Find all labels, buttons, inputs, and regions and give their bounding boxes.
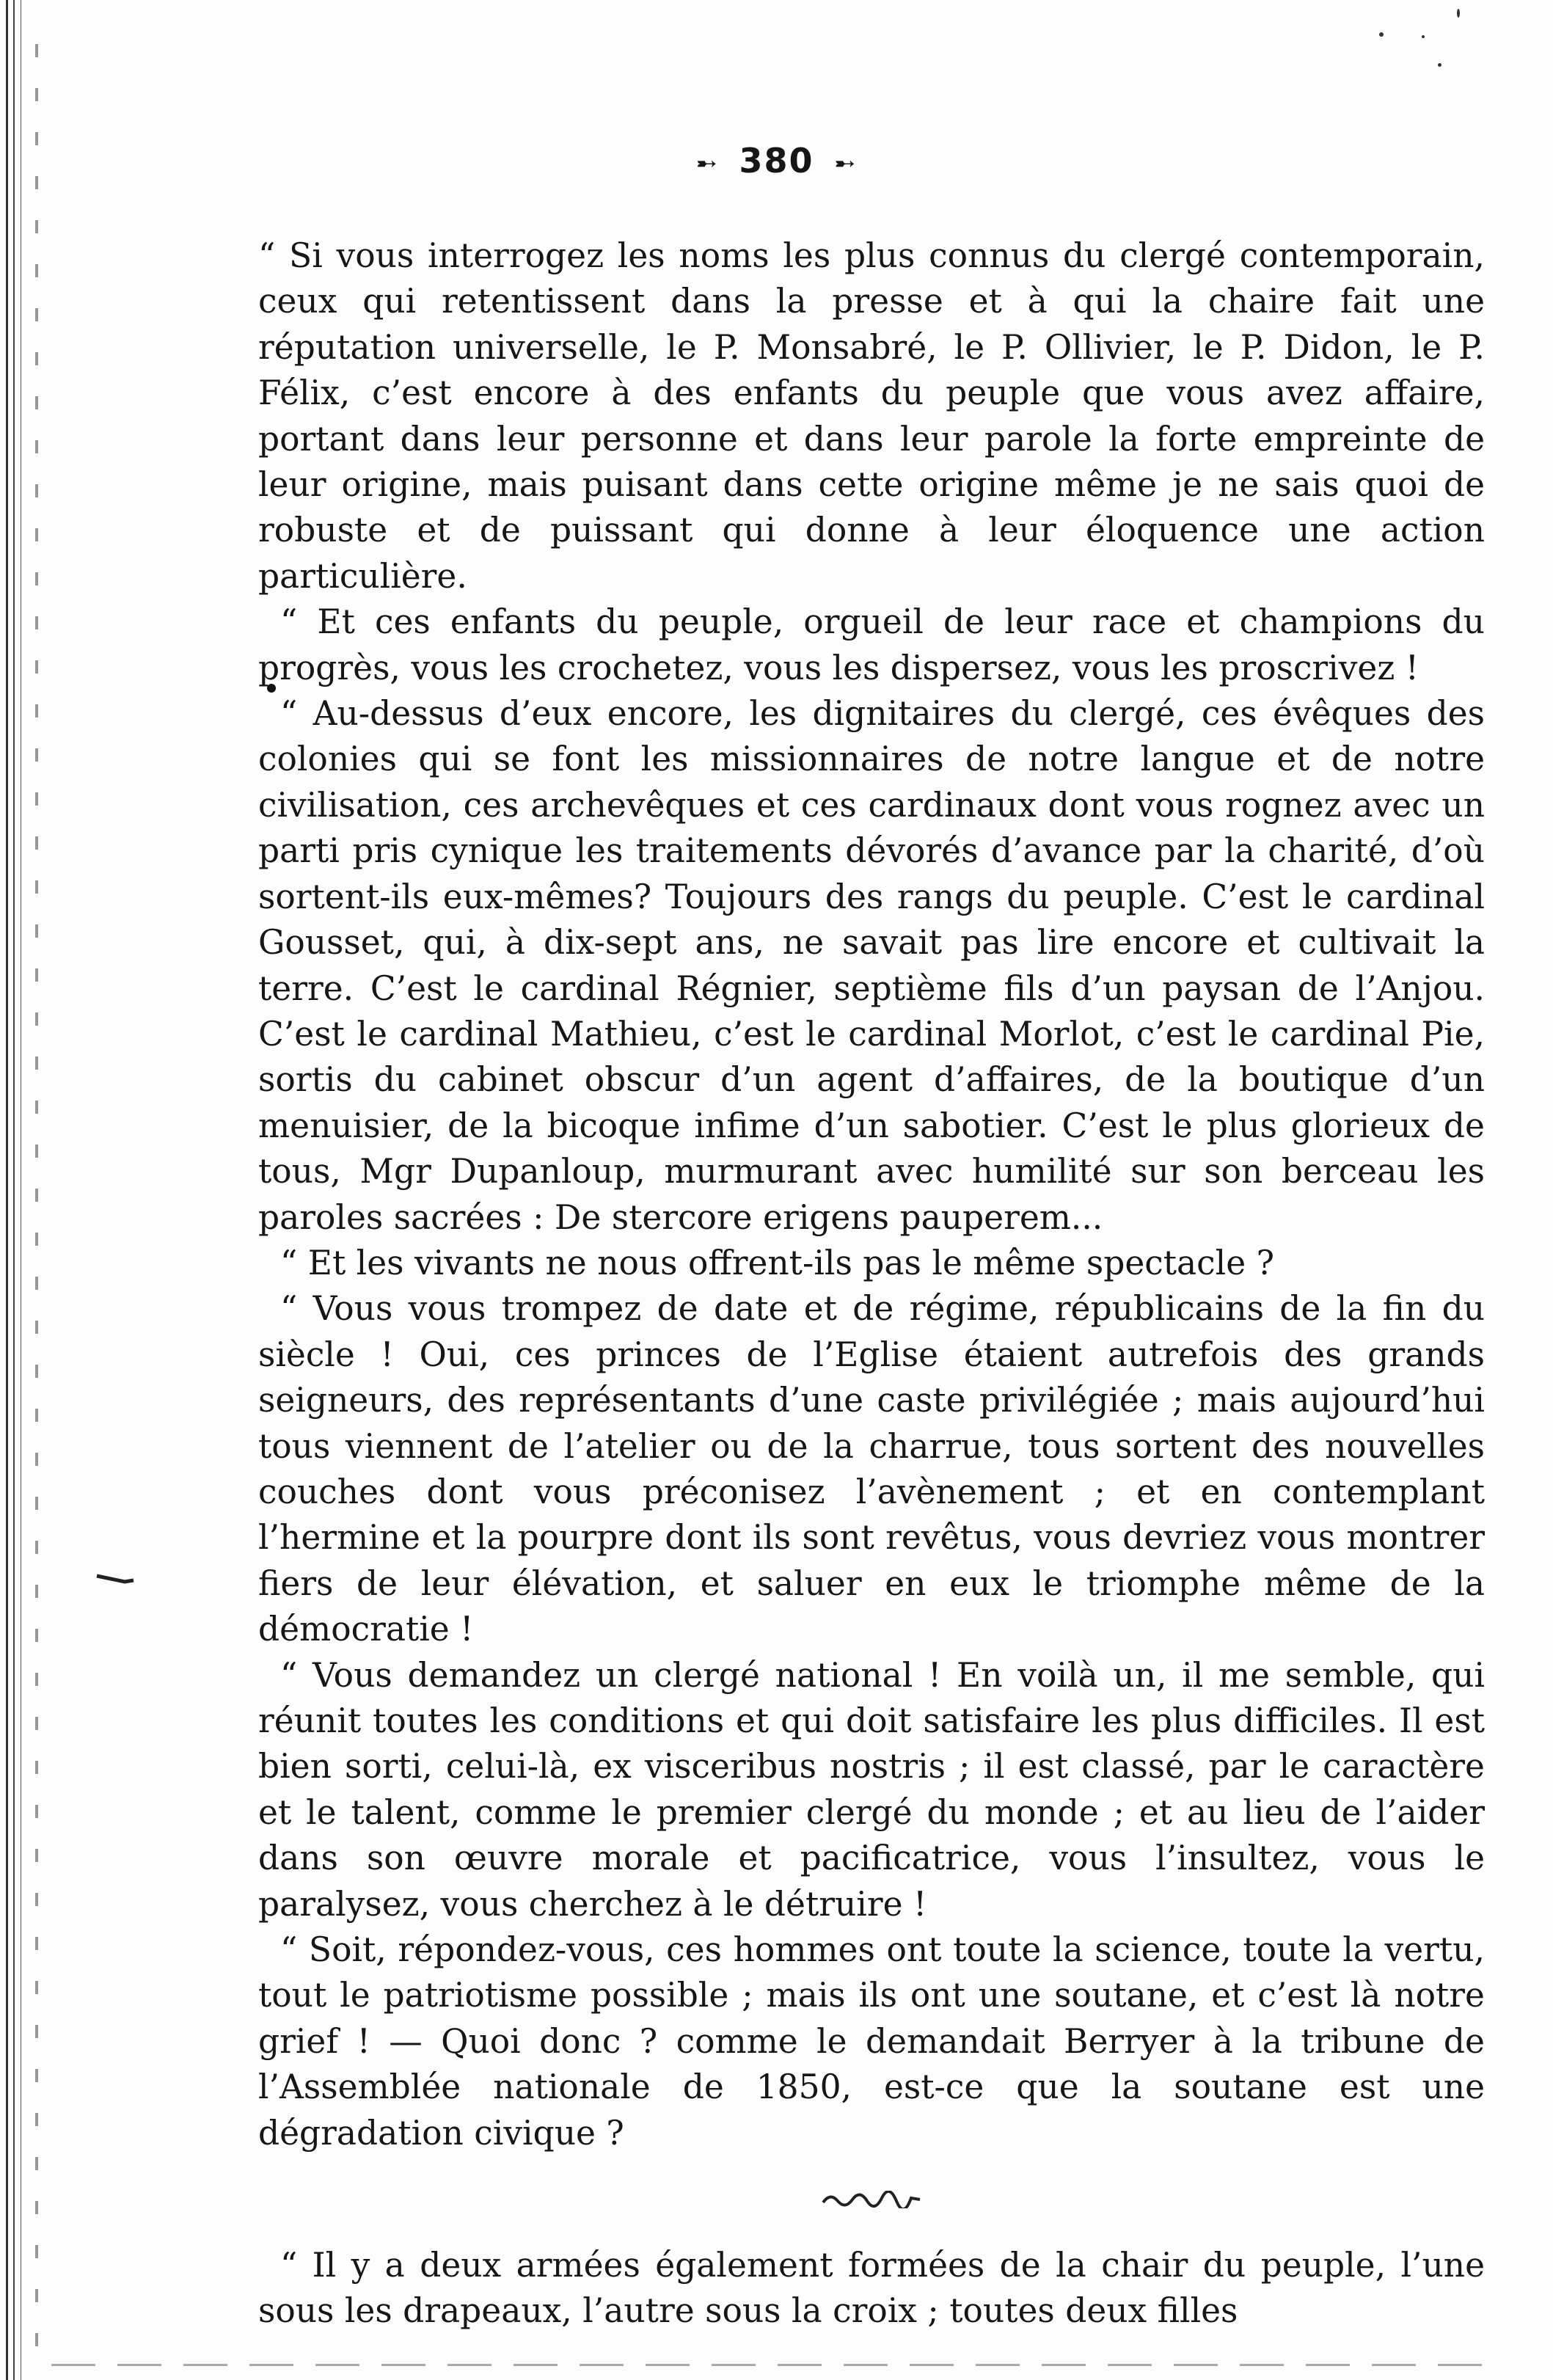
scan-speck (1457, 9, 1460, 18)
binding-edge (6, 0, 26, 2380)
header-ornament-right: ➸ (834, 148, 858, 178)
squiggle-ornament-icon (820, 2191, 923, 2208)
bottom-edge (51, 2364, 1489, 2366)
margin-dash-mark (95, 1572, 135, 1586)
paragraph: “ Au-dessus d’eux encore, les dignitaires du clergé, ces évêques des colonies qui se font les missionnaires de notre langue et de notre civilisation, ces archevêques et ces cardinaux dont vous rognez avec un parti pris cynique les traitements dévorés d’avance par la charité, d’où sortent-ils eux-mêmes? Toujours des rangs du peuple. C’est le cardinal Gousset, qui, à dix-sept ans, ne savait pas lire encore et cultivait la terre. C’est le cardinal Régnier, septième fils d’un paysan de l’Anjou. C’est le cardinal Mathieu, c’est le cardinal Morlot, c’est le cardinal Pie, sortis du cabinet obscur d’un agent d’affaires, de la boutique d’un menuisier, de la bicoque infime d’un sabotier. C’est le plus glorieux de tous, Mgr Dupanloup, murmurant avec humilité sur son berceau les paroles sacrées : De stercore erigens pauperem... (258, 694, 1485, 1237)
paragraph: “ Si vous interrogez les noms les plus connus du clergé contemporain, ceux qui retentissent dans la presse et à qui la chaire fait une réputation universelle, le P. Monsabré, le P. Ollivier, le P. Didon, le P. Félix, c’est encore à des enfants du peuple que vous avez affaire, portant dans leur personne et dans leur parole la forte empreinte de leur origine, mais puisant dans cette origine même je ne sais quoi de robuste et de puissant qui donne à leur éloquence une action particulière. (258, 236, 1485, 596)
body-text (258, 233, 1485, 2335)
page-number: 380 (739, 141, 814, 180)
paragraph: “ Vous vous trompez de date et de régime, républicains de la fin du siècle ! Oui, ces princes de l’Eglise étaient autrefois des grands seigneurs, des représentants d’une caste privilégiée ; mais aujourd’hui tous viennent de l’atelier ou de la charrue, tous sortent des nouvelles couches dont vous préconisez l’avènement ; et en contemplant l’hermine et la pourpre dont ils sont revêtus, vous devriez vous montrer fiers de leur élévation, et saluer en eux le triomphe même de la démocratie ! (258, 1289, 1485, 1649)
paragraph: “ Soit, répondez-vous, ces hommes ont toute la science, toute la vertu, tout le patriotisme possible ; mais ils ont une soutane, et c’est là notre grief ! — Quoi donc ? comme le demandait Berryer à la tribune de l’Assemblée nationale de 1850, est-ce que la soutane est une dégradation civique ? (258, 1930, 1485, 2153)
scan-speck (1422, 35, 1425, 38)
paragraph: “ Et les vivants ne nous offrent-ils pas le même spectacle ? (280, 1243, 1274, 1282)
scan-speck (1438, 63, 1441, 67)
paragraph: “ Et ces enfants du peuple, orgueil de leur race et champions du progrès, vous les crochetez, vous les dispersez, vous les proscrivez ! (258, 602, 1485, 687)
scan-speck (1379, 32, 1384, 37)
page-header (0, 141, 1553, 180)
section-ornament (258, 2156, 1485, 2243)
header-ornament-left: ➸ (695, 148, 719, 178)
binding-shadow (35, 44, 38, 2355)
paragraph: “ Il y a deux armées également formées de la chair du peuple, l’une sous les drapeaux, l’autre sous la croix ; toutes deux filles (258, 2246, 1485, 2331)
paragraph: “ Vous demandez un clergé national ! En voilà un, il me semble, qui réunit toutes les conditions et qui doit satisfaire les plus difficiles. Il est bien sorti, celui-là, ex visceribus nostris ; il est classé, par le caractère et le talent, comme le premier clergé du monde ; et au lieu de l’aider dans son œuvre morale et pacificatrice, vous l’insultez, vous le paralysez, vous cherchez à le détruire ! (258, 1655, 1485, 1924)
